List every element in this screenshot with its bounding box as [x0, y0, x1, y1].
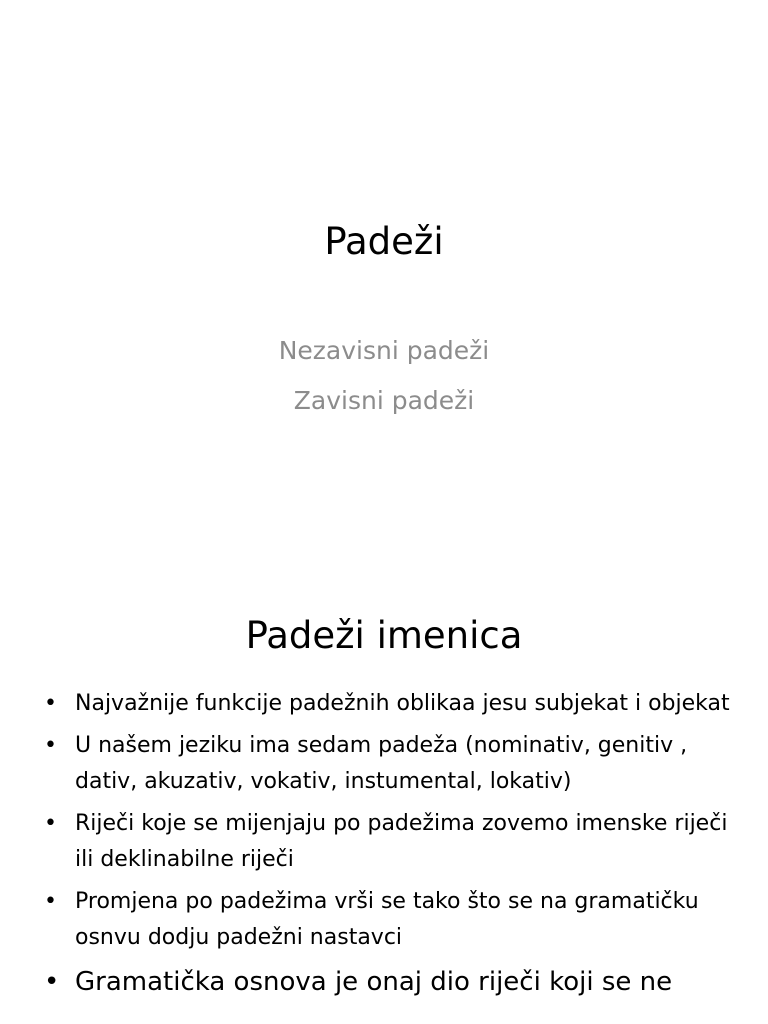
slide-title: Padeži: [324, 220, 444, 263]
subtitle-line: Zavisni padeži: [293, 386, 475, 415]
slide-2: [0, 576, 768, 1024]
bullet-text: Promjena po padežima vrši se tako što se na gramatičku osnvu dodju padežni nastavci: [75, 889, 699, 950]
bullet-item: [0, 884, 768, 956]
subtitle-line: Nezavisni padeži: [278, 336, 490, 365]
bullet-text: Gramatička osnova je onaj dio riječi koji se ne: [75, 967, 673, 997]
bullet-item: [0, 728, 768, 800]
bullet-item: [0, 686, 768, 722]
bullet-item: [0, 962, 768, 1002]
bullet-text: Najvažnije funkcije padežnih oblikaa jesu subjekat i objekat: [75, 691, 730, 716]
bullet-dot-icon: •: [44, 811, 57, 836]
bullet-text: U našem jeziku ima sedam padeža (nominativ, genitiv , dativ, akuzativ, vokativ, instumental, lokativ): [75, 733, 688, 794]
bullet-dot-icon: •: [44, 691, 57, 716]
bullet-item: [0, 806, 768, 878]
bullet-dot-icon: •: [44, 889, 57, 914]
bullet-dot-icon: •: [44, 967, 60, 997]
bullet-dot-icon: •: [44, 733, 57, 758]
bullet-list: [0, 686, 768, 1008]
bullet-text: Riječi koje se mijenjaju po padežima zovemo imenske riječi ili deklinabilne riječi: [75, 811, 728, 872]
slide-title: Padeži imenica: [245, 614, 523, 657]
